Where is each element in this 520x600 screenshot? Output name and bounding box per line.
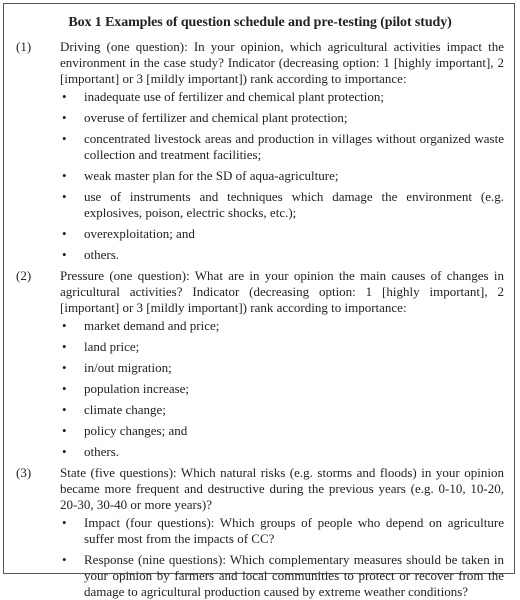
section-text: Driving (one question): In your opinion, which agricultural activities impact the environment in the case study? Indicator (decreasing option: 1 [highly important], 2 [important] or 3 [mildly important]) rank according to importance: <box>60 39 504 86</box>
text-box <box>3 3 515 599</box>
bullet-icon: • <box>62 360 67 375</box>
bullet-icon: • <box>62 402 67 417</box>
section-number: (3) <box>16 465 32 480</box>
bullet-icon: • <box>62 189 67 204</box>
bullet-icon: • <box>62 168 67 183</box>
section-pressure <box>16 268 504 460</box>
list-item: • population increase; <box>62 381 190 396</box>
section-driving <box>16 39 504 263</box>
bullet-icon: • <box>62 110 67 125</box>
section-text: Pressure (one question): What are in your opinion the main causes of changes in agricultural activities? Indicator (decreasing option: 1 [highly important], 2 [important] or 3 [mildly important]) rank according to importance: <box>60 268 504 315</box>
bullet-icon: • <box>62 381 67 396</box>
bullet-icon: • <box>62 131 67 146</box>
list-item: • market demand and price; <box>62 318 220 333</box>
bullet-list <box>60 89 504 263</box>
box-title: Box 1 Examples of question schedule and pre-testing (pilot study) <box>68 15 452 30</box>
section-text: State (five questions): Which natural risks (e.g. storms and floods) in your opinion became more frequent and destructive during the previous years (e.g. 0-10, 10-20, 20-30, 30-40 or more years)? <box>60 465 504 512</box>
bullet-icon: • <box>62 444 67 459</box>
list-item: • overexploitation; and <box>62 226 195 241</box>
bullet-icon: • <box>62 89 67 104</box>
list-item: • climate change; <box>62 402 166 417</box>
list-item: • use of instruments and techniques which damage the environment (e.g. explosives, poison, electric shocks, etc.); <box>62 189 504 220</box>
list-item: • land price; <box>62 339 140 354</box>
bullet-icon: • <box>62 552 67 567</box>
list-item: • Impact (four questions): Which groups of people who depend on agriculture suffer most from the impacts of CC? <box>62 515 504 546</box>
list-item: • others. <box>62 444 120 459</box>
list-item: • policy changes; and <box>62 423 188 438</box>
list-item: • overuse of fertilizer and chemical plant protection; <box>62 110 348 125</box>
bullet-icon: • <box>62 423 67 438</box>
bullet-list <box>60 515 504 600</box>
bullet-list <box>60 318 504 460</box>
section-number: (2) <box>16 268 32 283</box>
list-item: • Response (nine questions): Which complementary measures should be taken in your opinion by farmers and local communities to protect or recover from the damage to agricultural production caused by extreme weather conditions? <box>62 552 504 599</box>
bullet-icon: • <box>62 339 67 354</box>
list-item: • inadequate use of fertilizer and chemical plant protection; <box>62 89 384 104</box>
list-item: • weak master plan for the SD of aqua-agriculture; <box>62 168 339 183</box>
bullet-icon: • <box>62 226 67 241</box>
section-state <box>16 465 504 600</box>
list-item: • in/out migration; <box>62 360 172 375</box>
list-item: • others. <box>62 247 120 262</box>
bullet-icon: • <box>62 247 67 262</box>
bullet-icon: • <box>62 515 67 530</box>
section-number: (1) <box>16 39 32 54</box>
list-item: • concentrated livestock areas and production in villages without organized waste collection and treatment facilities; <box>62 131 504 162</box>
bullet-icon: • <box>62 318 67 333</box>
